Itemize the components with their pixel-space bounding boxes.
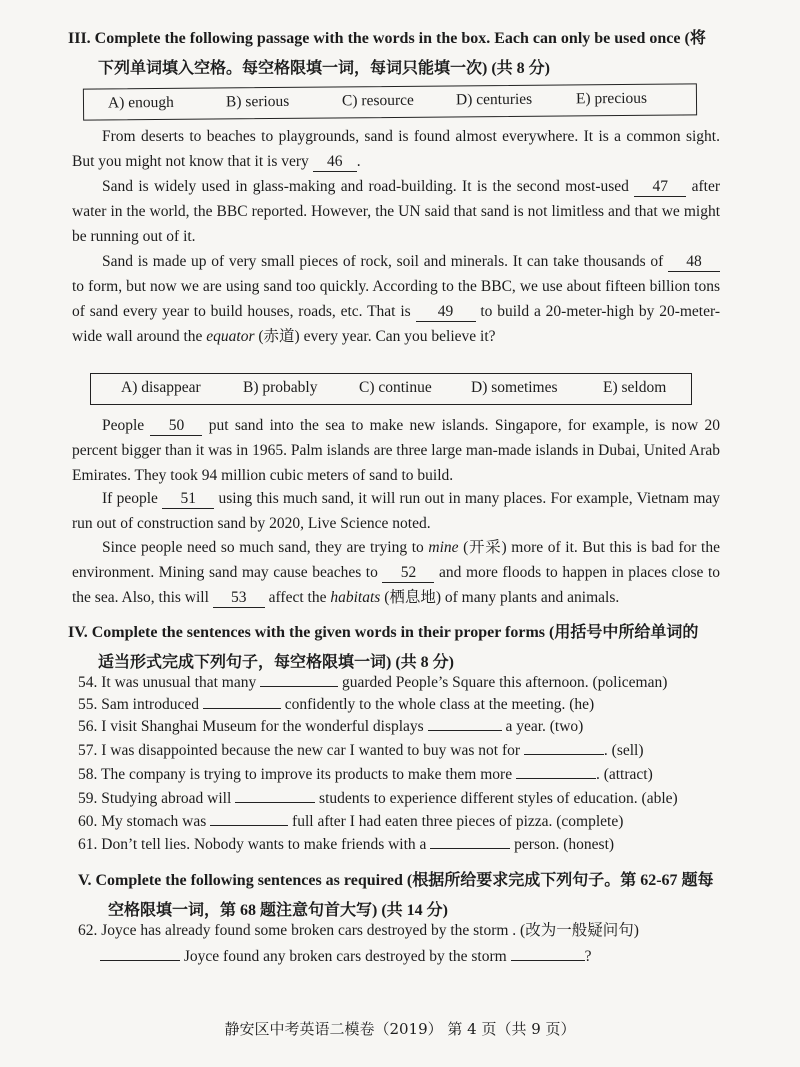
question-56: 56. I visit Shanghai Museum for the wonderful displays a year. (two) [78, 718, 584, 735]
paragraph-4: People 50 put sand into the sea to make new islands. Singapore, for example, is now 20 percent bigger than it was in 1965. Palm islands are three large man-made islands in Dubai, United Arab Emirates. They took 94 million cubic meters of sand to build. [72, 417, 721, 484]
word-box-1 [83, 83, 697, 120]
paragraph-6: Since people need so much sand, they are trying to mine (开采) more of it. But this is bad for the environment. Mining sand may cause beaches to 52 and more floods to happen in places close to the sea. Also, this will 53 affect the habitats (栖息地) of many plants and animals. [72, 539, 721, 606]
answer-blank[interactable] [511, 946, 585, 961]
word-option: C) resource [341, 91, 414, 110]
section-5-title [78, 866, 738, 926]
word-option: D) centuries [455, 90, 533, 109]
answer-blank[interactable] [235, 788, 315, 803]
term-habitats: habitats [330, 589, 381, 606]
question-54: 54. It was unusual that many guarded People’s Square this afternoon. (policeman) [78, 674, 668, 691]
question-55: 55. Sam introduced confidently to the whole class at the meeting. (he) [78, 696, 595, 713]
answer-blank[interactable] [260, 672, 338, 687]
word-option: E) seldom [603, 379, 667, 396]
question-59: 59. Studying abroad will students to experience different styles of education. (able) [78, 790, 678, 807]
blank-53[interactable]: 53 [213, 589, 265, 608]
word-box-2 [90, 373, 692, 405]
term-mine: mine [428, 539, 459, 556]
word-option: E) precious [575, 89, 648, 108]
blank-48[interactable]: 48 [668, 253, 720, 272]
blank-51[interactable]: 51 [162, 490, 214, 509]
paragraph-5: If people 51 using this much sand, it will run out in many places. For example, Vietnam may run out of construction sand by 2020, Live Science noted. [72, 490, 721, 532]
answer-blank[interactable] [428, 716, 502, 731]
blank-52[interactable]: 52 [382, 564, 434, 583]
question-62-answer-line: Joyce found any broken cars destroyed by the storm ? [100, 946, 591, 968]
page-footer: 静安区中考英语二模卷（2019） 第 4 页（共 9 页） [224, 1020, 576, 1038]
term-equator: equator [206, 328, 255, 345]
question-61: 61. Don’t tell lies. Nobody wants to make friends with a person. (honest) [78, 836, 615, 853]
blank-50[interactable]: 50 [150, 417, 202, 436]
question-62: 62. Joyce has already found some broken cars destroyed by the storm . (改为一般疑问句) [78, 922, 639, 939]
answer-blank[interactable] [430, 834, 510, 849]
section-4-title-line2: 适当形式完成下列句子，每空格限填一词) (共 8 分) [98, 654, 454, 671]
blank-49[interactable]: 49 [416, 303, 476, 322]
blank-46[interactable]: 46 [313, 153, 357, 172]
section-3-title-line1: III. Complete the following passage with the words in the box. Each can only be used once (将 [68, 30, 706, 47]
answer-blank[interactable] [516, 764, 596, 779]
answer-blank[interactable] [524, 740, 604, 755]
word-option: A) disappear [121, 379, 201, 396]
word-option: D) sometimes [471, 379, 558, 396]
answer-blank[interactable] [100, 946, 180, 961]
paragraph-2: Sand is widely used in glass-making and road-building. It is the second most-used 47 after water in the world, the BBC reported. However, the UN said that sand is not limitless and that we might be running out of it. [72, 178, 721, 245]
paragraph-3: Sand is made up of very small pieces of rock, soil and minerals. It can take thousands of 48 to form, but now we are using sand too quickly. According to the BBC, we use about fifteen billion tons of sand every year to build houses, roads, etc. That is 49 to build a 20-meter-high by 20-meter-wide wall around the equator (赤道) every year. Can you believe it? [72, 253, 720, 345]
question-60: 60. My stomach was full after I had eaten three pieces of pizza. (complete) [78, 813, 624, 830]
section-5-title-line1: V. Complete the following sentences as required (根据所给要求完成下列句子。第 62-67 题每 [78, 872, 714, 889]
word-option: C) continue [359, 379, 432, 396]
section-3-title-line2: 下列单词填入空格。每空格限填一词，每词只能填一次) (共 8 分) [98, 60, 550, 77]
paragraph-1: From deserts to beaches to playgrounds, sand is found almost everywhere. It is a common sight. But you might not know that it is very 46 . [72, 128, 720, 170]
question-57: 57. I was disappointed because the new car I wanted to buy was not for . (sell) [78, 742, 644, 759]
section-4-title [68, 618, 728, 678]
answer-blank[interactable] [203, 694, 281, 709]
section-3-title [68, 24, 728, 84]
blank-47[interactable]: 47 [634, 178, 686, 197]
word-option: B) probably [243, 379, 318, 396]
section-5-title-line2: 空格限填一词，第 68 题注意句首大写) (共 14 分) [108, 902, 448, 919]
word-option: A) enough [107, 93, 174, 112]
answer-blank[interactable] [210, 811, 288, 826]
section-4-title-line1: IV. Complete the sentences with the given words in their proper forms (用括号中所给单词的 [68, 624, 699, 641]
word-option: B) serious [225, 92, 290, 111]
question-58: 58. The company is trying to improve its products to make them more . (attract) [78, 766, 653, 783]
